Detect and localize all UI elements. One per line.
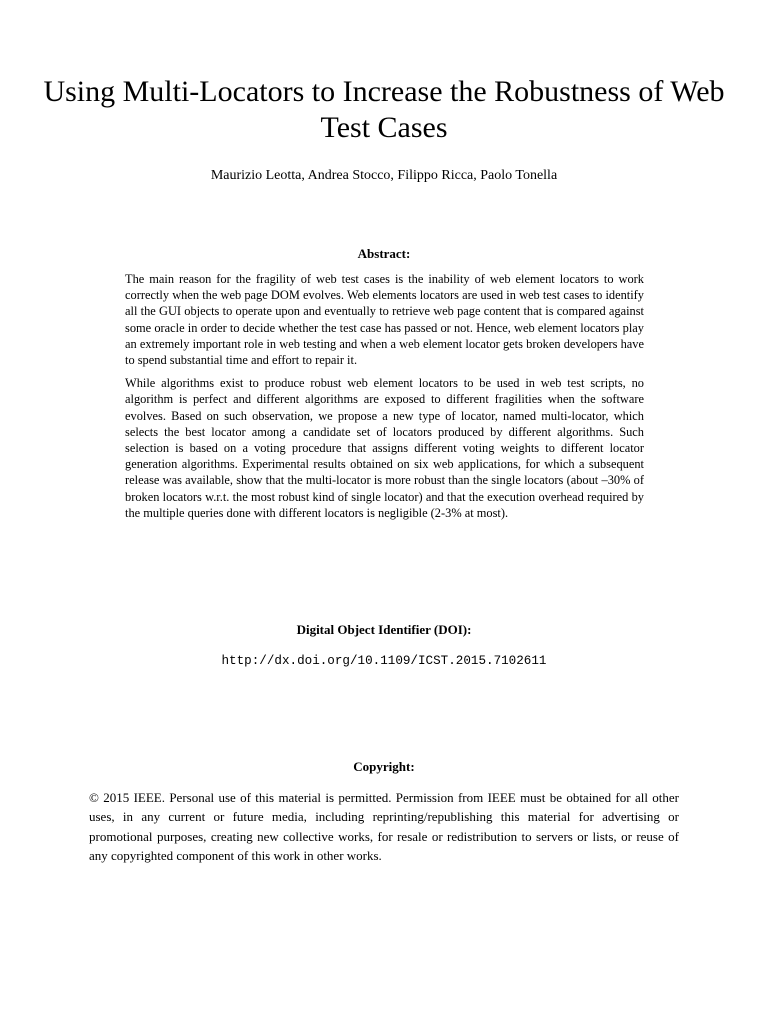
abstract-heading: Abstract: [357,246,411,261]
doi-link[interactable]: http://dx.doi.org/10.1109/ICST.2015.7102611 [221,654,547,668]
abstract-body [125,271,644,528]
paper-title: Using Multi-Locators to Increase the Robustness of Web Test Cases [43,75,725,144]
abstract-paragraph-1: The main reason for the fragility of web test cases is the inability of web element locators to work correctly when the web page DOM evolves. Web elements locators are used in web test cases to identify all the GUI objects to operate upon and eventually to retrieve web page content that is compared against some oracle in order to decide whether the test case has passed or not. Hence, web element locators play an extremely important role in web testing and when a web element locator gets broken developers have to spend substantial time and effort to repair it. [125,272,644,368]
abstract-paragraph-2: While algorithms exist to produce robust web element locators to be used in web test scripts, no algorithm is perfect and different algorithms are exposed to different fragilities when the software evolves. Based on such observation, we propose a new type of locator, named multi-locator, which selects the best locator among a candidate set of locators produced by different algorithms. Such selection is based on a voting procedure that assigns different voting weights to different locator generation algorithms. Experimental results obtained on six web applications, for which a subsequent release was available, show that the multi-locator is more robust than the single locators (about –30% of broken locators w.r.t. the most robust kind of single locator) and that the execution overhead required by the multiple queries done with different locators is negligible (2-3% at most). [125,376,644,520]
copyright-notice: © 2015 IEEE. Personal use of this material is permitted. Permission from IEEE must be obtained for all other uses, in any current or future media, including reprinting/republishing this material for advertising or promotional purposes, creating new collective works, for resale or redistribution to servers or lists, or reuse of any copyrighted component of this work in other works. [89,790,679,864]
author-list: Maurizio Leotta, Andrea Stocco, Filippo Ricca, Paolo Tonella [210,168,558,183]
copyright-heading: Copyright: [353,759,415,774]
doi-heading: Digital Object Identifier (DOI): [296,622,472,637]
